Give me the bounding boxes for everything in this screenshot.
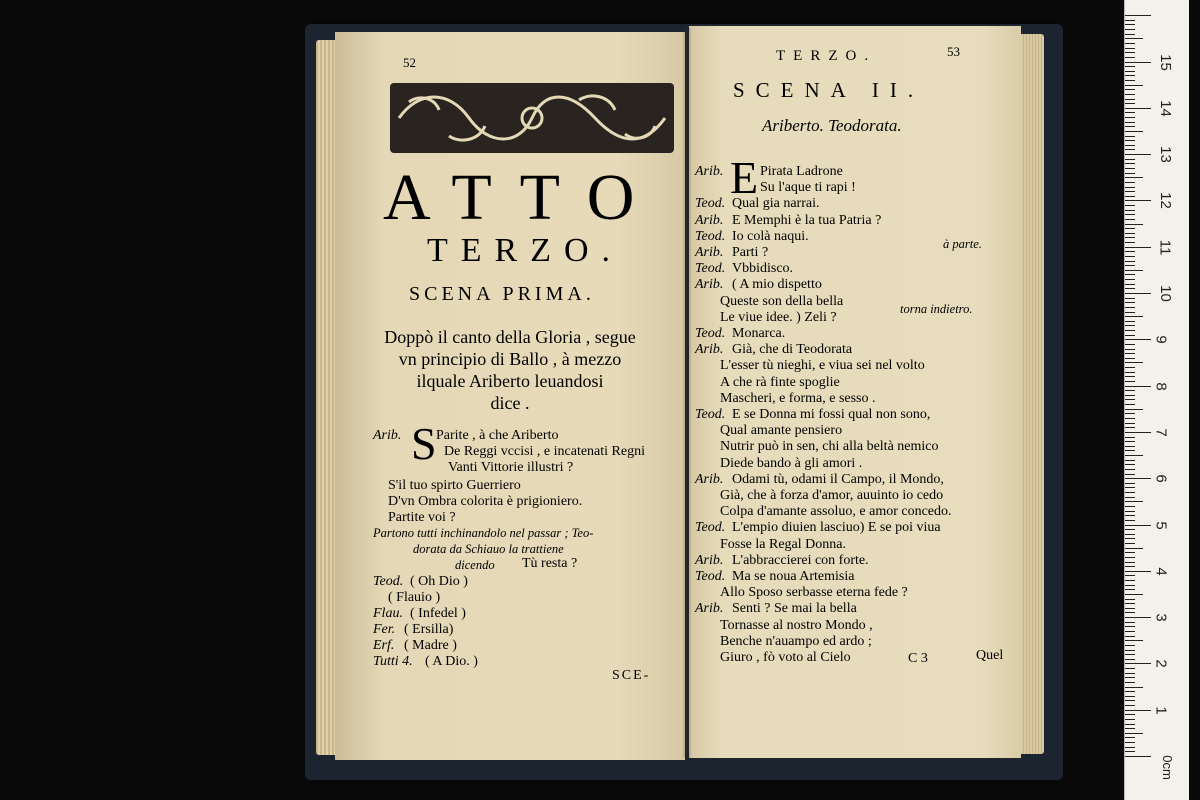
aside-direction: torna indietro.	[900, 301, 973, 316]
ruler-tick	[1125, 108, 1151, 109]
verse-line: Già, che à forza d'amor, auuinto io cedo	[720, 488, 944, 503]
ruler-tick	[1125, 325, 1135, 326]
ruler-tick	[1125, 307, 1135, 308]
ruler-tick	[1125, 321, 1135, 322]
ruler-number: 1	[1152, 706, 1170, 715]
ruler-tick	[1125, 191, 1135, 192]
ruler-tick	[1125, 224, 1143, 225]
ruler-tick	[1125, 446, 1135, 447]
verse-line: Le viue idee. ) Zeli ?	[720, 309, 837, 325]
ruler-tick	[1125, 529, 1135, 530]
speaker-label: Teod.	[695, 326, 726, 341]
ruler-tick	[1125, 404, 1135, 405]
stage-direction-2: dorata da Schiauo la trattiene	[413, 542, 564, 556]
stage-direction-2: dicendo	[455, 558, 495, 572]
speaker-label: Teod.	[695, 196, 726, 212]
ruler-tick	[1125, 511, 1135, 512]
verse-line: L'empio diuien lasciuo) E se poi viua	[732, 520, 941, 536]
ruler-tick	[1125, 497, 1135, 498]
ruler-tick	[1125, 48, 1135, 49]
ruler-tick	[1125, 534, 1135, 535]
ruler-tick	[1125, 312, 1135, 313]
ruler-tick	[1125, 265, 1135, 266]
verse-line: Giuro , fò voto al Cielo	[720, 650, 851, 665]
ruler-tick	[1125, 52, 1135, 53]
stage-direction-line: vn principio di Ballo , à mezzo	[398, 349, 622, 369]
ruler-tick	[1125, 682, 1135, 683]
speaker-label: Teod.	[695, 407, 726, 422]
ruler-tick	[1125, 279, 1135, 280]
ruler-number: 8	[1152, 381, 1170, 391]
speaker-label: Fer.	[373, 622, 396, 637]
ruler-tick	[1125, 274, 1135, 275]
ruler-tick	[1125, 450, 1135, 451]
ruler-tick	[1125, 149, 1135, 150]
ruler-tick	[1125, 85, 1143, 86]
verse-line: Partite voi ?	[388, 510, 456, 525]
ruler-tick	[1125, 15, 1151, 16]
ruler-tick	[1125, 441, 1135, 442]
speaker-label: Arib.	[695, 471, 724, 487]
verse-line: Pirata Ladrone	[760, 164, 843, 179]
ruler-tick	[1125, 603, 1135, 604]
ruler-tick	[1125, 57, 1135, 58]
ruler-tick	[1125, 242, 1135, 243]
ruler-tick	[1125, 210, 1135, 211]
verse-line: Allo Sposo serbasse eterna fede ?	[720, 585, 908, 601]
ruler-tick	[1125, 687, 1143, 688]
speaker-label: Arib.	[695, 552, 724, 568]
ruler-tick	[1125, 668, 1135, 669]
ruler-tick	[1125, 714, 1135, 715]
ruler-tick	[1125, 492, 1135, 493]
ruler-unit: 0cm	[1159, 755, 1175, 780]
ruler-tick	[1125, 344, 1135, 345]
verse-line: E se Donna mi fossi qual non sono,	[732, 407, 931, 422]
ruler-tick	[1125, 696, 1135, 697]
ruler-tick	[1125, 631, 1135, 632]
ruler-number: 7	[1152, 428, 1170, 437]
stage-direction-line: ilquale Ariberto leuandosi	[416, 371, 604, 391]
ruler-tick	[1125, 589, 1135, 590]
ruler-tick	[1125, 640, 1143, 641]
ruler-tick	[1125, 552, 1135, 553]
ruler-tick	[1125, 247, 1151, 248]
ruler-tick	[1125, 376, 1135, 377]
verse-line: S'il tuo spirto Guerriero	[388, 478, 521, 493]
ruler-tick	[1125, 737, 1135, 738]
speaker-label: Arib.	[695, 601, 724, 617]
speaker-label: Arib.	[695, 245, 724, 260]
ruler-tick	[1125, 200, 1151, 201]
stage-direction-2: Partono tutti inchinandolo nel passar ; Teo-	[373, 526, 594, 540]
ruler-tick	[1125, 399, 1135, 400]
ruler-tick	[1125, 663, 1151, 664]
speaker-label: Arib.	[695, 212, 724, 228]
ruler-number: 4	[1152, 567, 1170, 576]
ruler-tick	[1125, 154, 1151, 155]
ruler-number: 13	[1156, 146, 1174, 163]
ruler-tick	[1125, 140, 1135, 141]
verse-line: Queste son della bella	[720, 293, 844, 309]
signature-mark: C 3	[908, 651, 928, 666]
ruler-tick	[1125, 177, 1143, 178]
ruler-tick	[1125, 622, 1135, 623]
speaker-label: Teod.	[695, 228, 726, 244]
ruler-tick	[1125, 316, 1143, 317]
ruler-tick	[1125, 34, 1135, 35]
ruler-tick	[1125, 43, 1135, 44]
measuring-ruler	[1124, 0, 1189, 800]
ruler-tick	[1125, 302, 1135, 303]
verse-line: ( A Dio. )	[425, 654, 478, 669]
ruler-tick	[1125, 24, 1135, 25]
ruler-tick	[1125, 575, 1135, 576]
speaker-label: Tutti 4.	[373, 654, 413, 669]
verse-line: A che rà finte spoglie	[720, 374, 840, 390]
ruler-tick	[1125, 205, 1135, 206]
ruler-number: 11	[1156, 239, 1174, 255]
verse-line: ( A mio dispetto	[732, 277, 822, 293]
ruler-tick	[1125, 29, 1135, 30]
ruler-tick	[1125, 362, 1143, 363]
ruler-tick	[1125, 196, 1135, 197]
speaker-label: Arib.	[373, 428, 402, 443]
headpiece-ornament	[389, 82, 675, 154]
verse-line: Già, che di Teodorata	[732, 342, 853, 358]
ruler-tick	[1125, 557, 1135, 558]
ruler-tick	[1125, 261, 1135, 262]
ruler-tick	[1125, 159, 1135, 160]
ruler-tick	[1125, 182, 1135, 183]
ruler-tick	[1125, 478, 1151, 479]
verse-line: Tornasse al nostro Mondo ,	[720, 617, 873, 633]
verse-line: L'esser tù nieghi, e viua sei nel volto	[720, 358, 925, 374]
ruler-tick	[1125, 423, 1135, 424]
ruler-tick	[1125, 580, 1135, 581]
verse-line: Nutrir può in sen, chi alla beltà nemico	[720, 439, 939, 455]
ruler-tick	[1125, 525, 1151, 526]
ruler-tick	[1125, 409, 1143, 410]
ruler-tick	[1125, 673, 1135, 674]
ruler-tick	[1125, 122, 1135, 123]
ruler-tick	[1125, 677, 1135, 678]
ruler-tick	[1125, 636, 1135, 637]
ruler-tick	[1125, 506, 1135, 507]
ruler-tick	[1125, 395, 1135, 396]
ruler-tick	[1125, 608, 1135, 609]
ruler-tick	[1125, 112, 1135, 113]
ruler-tick	[1125, 62, 1151, 63]
verse-line: Diede bando à gli amori .	[720, 455, 863, 471]
ruler-tick	[1125, 367, 1135, 368]
ruler-tick	[1125, 251, 1135, 252]
ruler-tick	[1125, 719, 1135, 720]
ruler-tick	[1125, 288, 1135, 289]
ruler-tick	[1125, 298, 1135, 299]
speaker-label: Arib.	[695, 277, 724, 293]
speaker-label: Arib.	[695, 342, 724, 358]
page-edges-right	[1018, 34, 1044, 754]
ruler-tick	[1125, 293, 1151, 294]
ruler-tick	[1125, 126, 1135, 127]
speaker-label: Arib.	[695, 164, 724, 179]
ruler-tick	[1125, 460, 1135, 461]
ruler-tick	[1125, 548, 1143, 549]
drop-cap: S	[411, 418, 437, 469]
ruler-tick	[1125, 256, 1135, 257]
ruler-tick	[1125, 650, 1135, 651]
speaker-label: Teod.	[695, 569, 726, 584]
ruler-number: 10	[1156, 285, 1174, 302]
page-number-left: 52	[403, 55, 416, 70]
ruler-tick	[1125, 626, 1135, 627]
ruler-tick	[1125, 427, 1135, 428]
verse-line: ( Ersilla)	[404, 622, 454, 637]
ruler-tick	[1125, 705, 1135, 706]
ruler-tick	[1125, 214, 1135, 215]
ruler-tick	[1125, 339, 1151, 340]
stage-direction-line: Doppò il canto della Gloria , segue	[384, 327, 636, 347]
ruler-tick	[1125, 418, 1135, 419]
speaker-label: Erf.	[373, 638, 395, 653]
verse-line: D'vn Ombra colorita è prigioniero.	[388, 494, 583, 509]
scene-heading-1: SCENA PRIMA.	[409, 283, 595, 305]
ruler-tick	[1125, 654, 1135, 655]
ruler-tick	[1125, 487, 1135, 488]
ruler-tick	[1125, 168, 1135, 169]
verse-line: Vanti Vittorie illustri ?	[448, 460, 574, 475]
ruler-tick	[1125, 372, 1135, 373]
ruler-tick	[1125, 173, 1135, 174]
ruler-tick	[1125, 233, 1135, 234]
ruler-tick	[1125, 75, 1135, 76]
stage-direction-line: dice .	[490, 393, 530, 413]
stage-direction-1	[335, 326, 685, 414]
ruler-tick	[1125, 464, 1135, 465]
ruler-tick	[1125, 330, 1135, 331]
ruler-tick	[1125, 571, 1151, 572]
verse-line: ( Madre )	[404, 638, 457, 653]
verse-line: E Memphi è la tua Patria ?	[732, 212, 882, 228]
speaker-label: Teod.	[695, 261, 726, 277]
ruler-number: 9	[1152, 335, 1170, 344]
act-number: TERZO.	[427, 232, 624, 269]
ruler-tick	[1125, 187, 1135, 188]
ruler-tick	[1125, 163, 1135, 164]
ruler-tick	[1125, 543, 1135, 544]
ruler-tick	[1125, 20, 1135, 21]
verse-line: ( Oh Dio )	[410, 574, 468, 589]
ruler-number: 2	[1152, 659, 1170, 669]
scene-characters: Ariberto. Teodorata.	[762, 116, 902, 135]
speaker-label: Flau.	[373, 606, 403, 621]
verse-line: Su l'aque ti rapi !	[760, 180, 856, 196]
verse-line: Mascheri, e forma, e sesso .	[720, 390, 876, 406]
act-title: ATTO	[383, 161, 663, 234]
verse-line: Fosse la Regal Donna.	[720, 536, 846, 552]
verse-line: ( Flauio )	[388, 590, 441, 605]
ruler-tick	[1125, 103, 1135, 104]
ruler-tick	[1125, 349, 1135, 350]
ruler-tick	[1125, 335, 1135, 336]
verse-line: L'abbraccierei con forte.	[732, 552, 869, 568]
ruler-tick	[1125, 612, 1135, 613]
verse-line: Vbbidisco.	[732, 261, 794, 277]
ruler-tick	[1125, 594, 1143, 595]
verse-line: Parite , à che Ariberto	[436, 428, 559, 443]
ruler-tick	[1125, 645, 1135, 646]
ruler-tick	[1125, 566, 1135, 567]
ruler-number: 15	[1156, 53, 1174, 71]
ruler-tick	[1125, 99, 1135, 100]
ruler-tick	[1125, 136, 1135, 137]
ruler-tick	[1125, 751, 1135, 752]
ruler-tick	[1125, 117, 1135, 118]
scene-heading-2: SCENA II.	[733, 78, 925, 102]
ruler-tick	[1125, 94, 1135, 95]
ruler-tick	[1125, 733, 1143, 734]
ruler-tick	[1125, 89, 1135, 90]
ruler-tick	[1125, 520, 1135, 521]
ruler-tick	[1125, 358, 1135, 359]
ruler-tick	[1125, 455, 1143, 456]
verse-line: Monarca.	[732, 326, 786, 341]
verse-line: ( Infedel )	[410, 606, 466, 621]
ruler-tick	[1125, 538, 1135, 539]
ruler-tick	[1125, 390, 1135, 391]
ruler-number: 6	[1152, 474, 1170, 483]
ruler-tick	[1125, 724, 1135, 725]
verse-line: Odami tù, odami il Campo, il Mondo,	[732, 471, 944, 487]
verse-line: De Reggi vccisi , e incatenati Regni	[444, 444, 645, 459]
ruler-tick	[1125, 501, 1143, 502]
ruler-number: 12	[1156, 192, 1174, 210]
ruler-tick	[1125, 284, 1135, 285]
catchword-left: SCE-	[612, 668, 651, 683]
ruler-tick	[1125, 270, 1143, 271]
ruler-number: 14	[1156, 99, 1174, 117]
ruler-tick	[1125, 228, 1135, 229]
ruler-tick	[1125, 728, 1135, 729]
ruler-tick	[1125, 413, 1135, 414]
ruler-tick	[1125, 710, 1151, 711]
catchword-right: Quel	[976, 648, 1004, 663]
verse-line: Qual amante pensiero	[720, 423, 843, 439]
ruler-tick	[1125, 515, 1135, 516]
ruler-tick	[1125, 386, 1151, 387]
ruler-tick	[1125, 219, 1135, 220]
ruler-tick	[1125, 562, 1135, 563]
ruler-tick	[1125, 353, 1135, 354]
ruler-tick	[1125, 145, 1135, 146]
aside-direction: à parte.	[943, 237, 982, 251]
ruler-tick	[1125, 691, 1135, 692]
ruler-tick	[1125, 38, 1143, 39]
verse-line: Qual gia narrai.	[732, 196, 820, 212]
ruler-tick	[1125, 131, 1143, 132]
ruler-tick	[1125, 80, 1135, 81]
ruler-tick	[1125, 469, 1135, 470]
ruler-tick	[1125, 659, 1135, 660]
ruler-tick	[1125, 585, 1135, 586]
running-head: TERZO.	[776, 48, 877, 64]
ruler-tick	[1125, 756, 1151, 757]
speaker-label: Teod.	[373, 574, 404, 589]
ruler-tick	[1125, 381, 1135, 382]
verse-line: Colpa d'amante assoluo, e amor concedo.	[720, 504, 952, 520]
ruler-tick	[1125, 474, 1135, 475]
ruler-tick	[1125, 66, 1135, 67]
verse-line: Senti ? Se mai la bella	[732, 601, 857, 617]
ruler-tick	[1125, 432, 1151, 433]
ruler-number: 3	[1152, 613, 1170, 622]
ruler-tick	[1125, 742, 1135, 743]
ruler-tick	[1125, 437, 1135, 438]
verse-line: Tù resta ?	[522, 556, 578, 571]
ruler-tick	[1125, 71, 1135, 72]
drop-cap: E	[730, 152, 759, 203]
verse-line: Io colà naqui.	[732, 228, 809, 244]
ruler-tick	[1125, 237, 1135, 238]
ruler-tick	[1125, 700, 1135, 701]
ruler-tick	[1125, 747, 1135, 748]
ruler-number: 5	[1152, 520, 1170, 530]
speaker-label: Teod.	[695, 520, 726, 536]
verse-line: Parti ?	[732, 245, 769, 260]
verse-line: Ma se noua Artemisia	[732, 569, 855, 584]
verse-line: Benche n'auampo ed ardo ;	[720, 633, 872, 649]
ruler-tick	[1125, 483, 1135, 484]
ruler-tick	[1125, 599, 1135, 600]
page-number-right: 53	[947, 44, 960, 59]
ruler-tick	[1125, 617, 1151, 618]
